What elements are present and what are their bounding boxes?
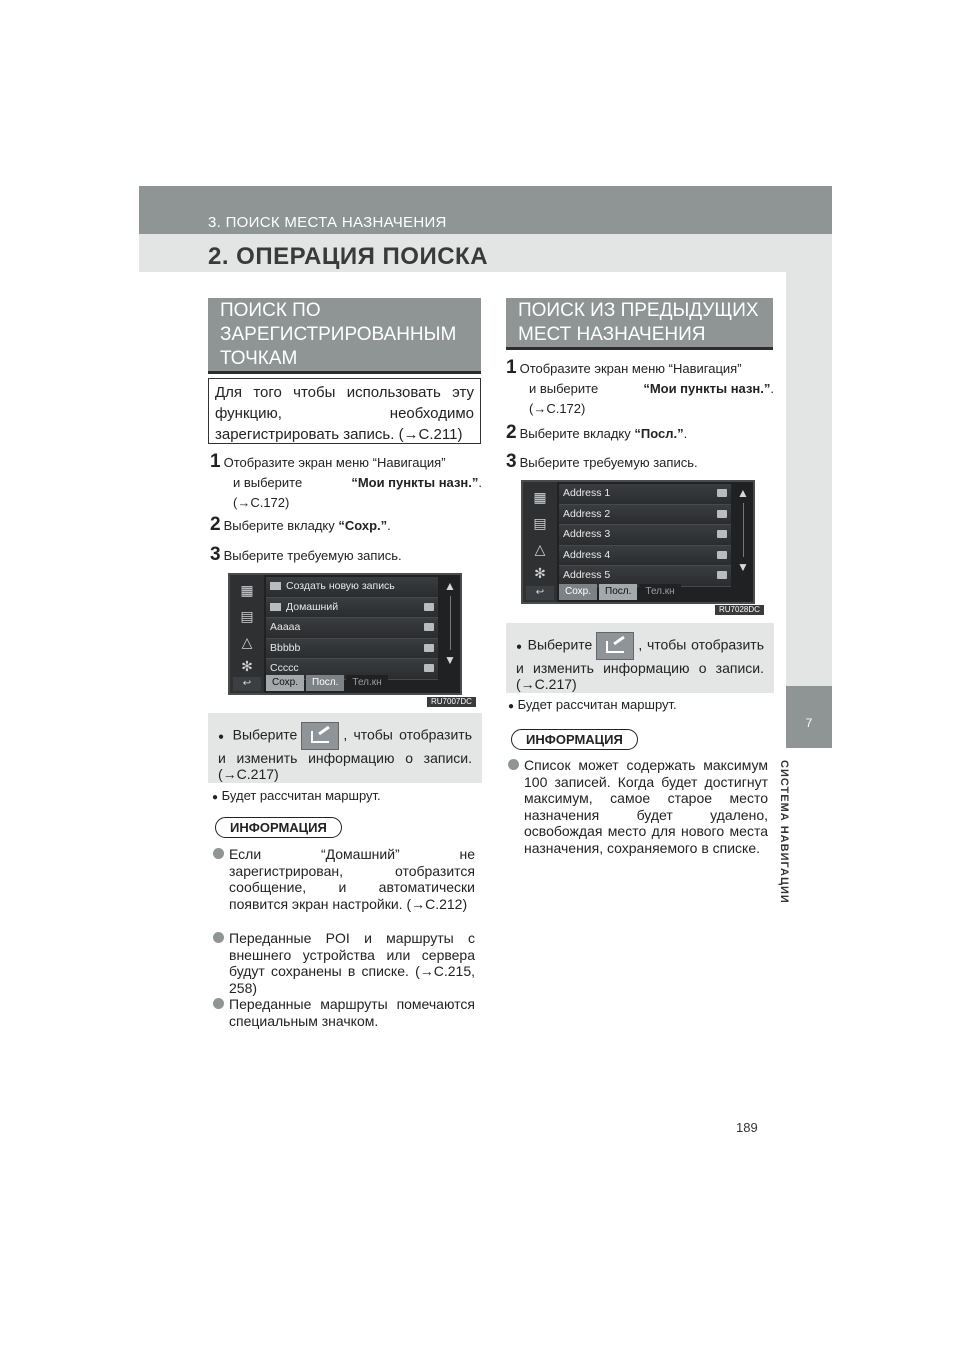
list-item[interactable]: Address 1	[559, 484, 731, 505]
figure-code: RU7007DC	[427, 697, 476, 707]
tab-saved[interactable]: Сохр.	[559, 584, 597, 600]
list-item[interactable]: Создать новую запись	[266, 577, 438, 598]
scroll-controls	[736, 486, 750, 574]
section-title: 2. ОПЕРАЦИЯ ПОИСКА	[208, 243, 489, 270]
scroll-down-icon[interactable]: ▼	[444, 653, 456, 667]
list-item[interactable]: Address 2	[559, 505, 731, 526]
settings-icon[interactable]: ✻	[534, 565, 546, 581]
right-info-bullet-1: Список может содержать максимум 100 записей. Когда будет достигнут максимум, самое старое место назначения будет удалено, освобождая место для нового места назначения, сохраняемого в списке.	[508, 757, 768, 856]
right-route-note: ● Будет рассчитан маршрут.	[508, 697, 677, 712]
screen-side-menu	[230, 575, 264, 693]
back-button[interactable]: ↩	[233, 677, 261, 691]
list-item[interactable]: Bbbbb	[266, 639, 438, 660]
new-entry-icon	[270, 582, 281, 590]
step-number: 2	[210, 514, 221, 535]
right-info-badge: ИНФОРМАЦИЯ	[511, 729, 638, 750]
right-title-line-1: ПОИСК ИЗ ПРЕДЫДУЩИХ	[518, 299, 759, 321]
tab-phonebook[interactable]: Тел.кн	[639, 584, 680, 600]
left-title-line-1: ПОИСК ПО	[220, 299, 321, 321]
screen-side-menu	[523, 482, 557, 602]
step-text: и выберите	[233, 475, 303, 490]
edit-icon[interactable]	[717, 571, 727, 579]
right-title-line-2: МЕСТ НАЗНАЧЕНИЯ	[518, 323, 706, 345]
scrollbar[interactable]	[450, 596, 451, 650]
tab-saved[interactable]: Сохр.	[266, 675, 304, 691]
left-info-bullet-2: Переданные POI и маршруты с внешнего устройства или сервера будут сохранены в списке. (→С.215, 258)	[213, 930, 475, 996]
left-step-1: 1 Отобразите экран меню “Навигация” и выберите “Мои пункты назн.”. (→С.172)	[210, 452, 482, 513]
screen-tabs	[559, 584, 681, 600]
list-item[interactable]: Address 3	[559, 525, 731, 546]
step-bold-label: “Посл.”	[634, 426, 684, 441]
edit-icon[interactable]	[424, 664, 434, 672]
left-title-line-2: ЗАРЕГИСТРИРОВАННЫМ	[220, 323, 457, 345]
bullet-icon	[213, 932, 224, 943]
tab-recent[interactable]: Посл.	[306, 675, 344, 691]
right-step-1: 1 Отобразите экран меню “Навигация” и выберите “Мои пункты назн.”. (→С.172)	[506, 358, 774, 419]
left-title-line-3: ТОЧКАМ	[220, 347, 298, 369]
screen-tabs	[266, 675, 388, 691]
destination-icon[interactable]: ▦	[240, 582, 254, 598]
chapter-title: 3. ПОИСК МЕСТА НАЗНАЧЕНИЯ	[208, 214, 447, 231]
back-button[interactable]: ↩	[526, 586, 554, 600]
list-item[interactable]: Aaaaa	[266, 618, 438, 639]
left-step-3	[210, 545, 482, 566]
edit-icon[interactable]	[424, 644, 434, 652]
warning-icon[interactable]: △	[241, 634, 253, 650]
step-text: Выберите вкладку	[223, 518, 335, 533]
step-number: 1	[210, 451, 221, 472]
edit-icon[interactable]	[717, 510, 727, 518]
step-text: Выберите требуемую запись.	[519, 455, 698, 470]
tab-recent[interactable]: Посл.	[599, 584, 637, 600]
side-tab-bg	[786, 272, 832, 686]
list-item[interactable]: Ccccc	[266, 659, 438, 680]
edit-icon[interactable]	[717, 489, 727, 497]
step-ref: (→С.172)	[529, 401, 586, 416]
right-step-3	[506, 452, 774, 473]
bullet-icon	[213, 998, 224, 1009]
step-bold-label: “Мои пункты назн.”	[643, 381, 771, 396]
left-info-bullet-3: Переданные маршруты помечаются специальным значком.	[213, 996, 475, 1029]
warning-icon[interactable]: △	[534, 541, 546, 557]
screen-list	[559, 484, 731, 587]
scroll-down-icon[interactable]: ▼	[737, 560, 749, 574]
list-item[interactable]: Address 4	[559, 546, 731, 567]
left-intro-box: Для того чтобы использовать эту функцию, необходимо зарегистрировать запись. (→С.211)	[208, 378, 481, 444]
bullet-icon	[213, 848, 224, 859]
left-section-title	[208, 298, 481, 374]
step-ref: (→С.172)	[233, 495, 290, 510]
left-note-box: ● Выберите , чтобы отобразить и изменить информацию о записи. (→С.217)	[208, 713, 482, 783]
edit-icon	[596, 632, 634, 660]
left-step-2: 2 Выберите вкладку “Сохр.”.	[210, 514, 391, 535]
chapter-number: 7	[805, 716, 813, 730]
figure-code: RU7028DC	[715, 605, 764, 615]
step-bold-label: “Сохр.”	[338, 518, 388, 533]
page-number: 189	[736, 1120, 758, 1135]
scroll-controls	[443, 579, 457, 667]
home-icon	[270, 603, 281, 611]
right-note-box: ● Выберите , чтобы отобразить и изменить информацию о записи. (→С.217)	[506, 623, 774, 693]
left-info-bullet-1: Если “Домашний” не зарегистрирован, отобразится сообщение, и автоматически появится экран настройки. (→С.212)	[213, 846, 475, 912]
right-section-title	[506, 298, 773, 350]
edit-icon	[301, 722, 339, 750]
step-text: и выберите	[529, 381, 599, 396]
step-bold-label: “Мои пункты назн.”	[351, 475, 479, 490]
edit-icon[interactable]	[424, 623, 434, 631]
right-screen	[521, 480, 755, 604]
step-number: 3	[210, 544, 221, 565]
map-icon[interactable]: ▤	[240, 608, 254, 624]
right-step-2: 2 Выберите вкладку “Посл.”.	[506, 422, 688, 443]
step-text: Выберите требуемую запись.	[223, 548, 402, 563]
step-text: Отобразите экран меню “Навигация”	[519, 361, 742, 376]
scrollbar[interactable]	[743, 503, 744, 557]
step-text: Отобразите экран меню “Навигация”	[223, 455, 446, 470]
chapter-side-title: СИСТЕМА НАВИГАЦИИ	[778, 760, 790, 904]
edit-icon[interactable]	[717, 551, 727, 559]
scroll-up-icon[interactable]: ▲	[737, 486, 749, 500]
edit-icon[interactable]	[424, 603, 434, 611]
settings-icon[interactable]: ✻	[241, 658, 253, 674]
list-item[interactable]: Address 5	[559, 566, 731, 587]
tab-phonebook[interactable]: Тел.кн	[346, 675, 387, 691]
left-info-badge: ИНФОРМАЦИЯ	[215, 817, 342, 838]
map-icon[interactable]: ▤	[533, 515, 547, 531]
left-screen	[228, 573, 462, 695]
step-number: 3	[506, 451, 517, 472]
step-number: 1	[506, 357, 517, 378]
screen-list	[266, 577, 438, 680]
bullet-icon	[508, 759, 519, 770]
step-text: Выберите вкладку	[519, 426, 631, 441]
step-number: 2	[506, 422, 517, 443]
edit-icon[interactable]	[717, 530, 727, 538]
left-route-note: ● Будет рассчитан маршрут.	[212, 788, 381, 803]
destination-icon[interactable]: ▦	[533, 489, 547, 505]
scroll-up-icon[interactable]: ▲	[444, 579, 456, 593]
list-item[interactable]: Домашний	[266, 598, 438, 619]
